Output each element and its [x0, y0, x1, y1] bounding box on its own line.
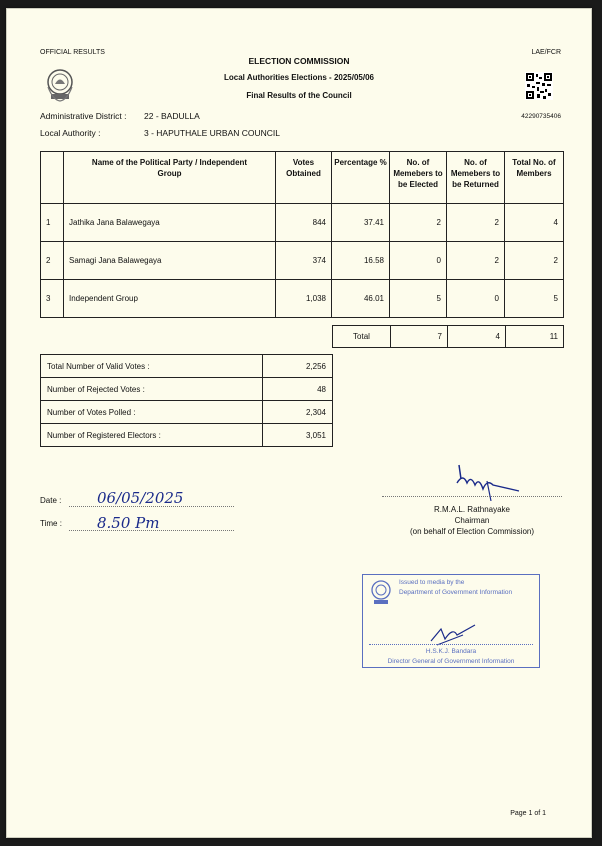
summary-row — [41, 355, 333, 378]
rejected-votes-label: Number of Rejected Votes : — [41, 378, 263, 401]
chairman-signature-icon — [447, 461, 527, 501]
row-votes: 844 — [276, 204, 332, 242]
issued-stamp — [362, 574, 540, 668]
header-no — [41, 152, 64, 204]
total-label: Total — [333, 326, 391, 348]
table-row — [41, 204, 564, 242]
final-results-title: Final Results of the Council — [246, 91, 352, 100]
barcode-number: 42290735406 — [521, 113, 561, 120]
page-number: Page 1 of 1 — [510, 810, 546, 817]
district-label: Administrative District : — [40, 111, 127, 121]
row-no: 3 — [41, 280, 64, 318]
registered-electors-label: Number of Registered Electors : — [41, 424, 263, 447]
election-title: Local Authorities Elections - 2025/05/06 — [224, 73, 374, 82]
date-label: Date : — [40, 496, 62, 505]
row-no: 1 — [41, 204, 64, 242]
summary-row — [41, 378, 333, 401]
row-elected: 0 — [390, 242, 447, 280]
chairman-name: R.M.A.L. Rathnayake — [433, 505, 511, 514]
registered-electors-value: 3,051 — [263, 424, 333, 447]
row-no: 2 — [41, 242, 64, 280]
time-label: Time : — [40, 519, 62, 528]
header-total: Total No. of Members — [505, 152, 564, 204]
rejected-votes-value: 48 — [263, 378, 333, 401]
summary-table — [40, 354, 333, 447]
row-party: Samagi Jana Balawegaya — [64, 242, 276, 280]
votes-polled-label: Number of Votes Polled : — [41, 401, 263, 424]
row-party: Jathika Jana Balawegaya — [64, 204, 276, 242]
signature-line — [382, 496, 562, 497]
official-results-label: OFFICIAL RESULTS — [40, 49, 105, 56]
table-header-row — [41, 152, 564, 204]
stamp-line — [369, 644, 533, 645]
header-returned: No. of Memebers to be Returned — [447, 152, 505, 204]
stamp-signature-icon — [423, 621, 483, 651]
valid-votes-value: 2,256 — [263, 355, 333, 378]
commission-title: ELECTION COMMISSION — [248, 56, 350, 66]
table-row — [41, 280, 564, 318]
results-table — [40, 151, 564, 318]
stamp-emblem-icon — [370, 579, 392, 607]
sri-lanka-emblem-icon — [45, 67, 75, 103]
row-party: Independent Group — [64, 280, 276, 318]
chairman-behalf: (on behalf of Election Commission) — [409, 527, 535, 536]
row-votes: 1,038 — [276, 280, 332, 318]
row-total: 4 — [505, 204, 564, 242]
date-handwritten: 06/05/2025 — [97, 489, 184, 507]
table-row — [41, 242, 564, 280]
row-percentage: 37.41 — [332, 204, 390, 242]
stamp-name: H.S.K.J. Bandara — [425, 648, 477, 655]
row-total: 2 — [505, 242, 564, 280]
row-returned: 0 — [447, 280, 505, 318]
row-percentage: 16.58 — [332, 242, 390, 280]
totals-table — [332, 325, 564, 348]
row-elected: 5 — [390, 280, 447, 318]
time-handwritten: 8.50 Pm — [97, 514, 160, 532]
header-percentage: Percentage % — [332, 152, 390, 204]
summary-row — [41, 401, 333, 424]
header-votes: Votes Obtained — [276, 152, 332, 204]
header-party: Name of the Political Party / Independent Group — [64, 152, 276, 204]
row-elected: 2 — [390, 204, 447, 242]
row-returned: 2 — [447, 204, 505, 242]
total-members: 11 — [506, 326, 564, 348]
stamp-line2: Department of Government Information — [399, 589, 513, 596]
authority-label: Local Authority : — [40, 128, 101, 138]
form-code: LAE/FCR — [531, 49, 561, 56]
results-document — [6, 8, 592, 838]
row-votes: 374 — [276, 242, 332, 280]
chairman-title: Chairman — [454, 516, 490, 525]
row-percentage: 46.01 — [332, 280, 390, 318]
total-returned: 4 — [448, 326, 506, 348]
row-total: 5 — [505, 280, 564, 318]
totals-row — [333, 326, 564, 348]
qr-code-icon — [525, 72, 553, 100]
district-value: 22 - BADULLA — [144, 111, 200, 121]
stamp-line1: Issued to media by the — [399, 579, 465, 586]
votes-polled-value: 2,304 — [263, 401, 333, 424]
header-elected: No. of Memebers to be Elected — [390, 152, 447, 204]
valid-votes-label: Total Number of Valid Votes : — [41, 355, 263, 378]
total-elected: 7 — [391, 326, 448, 348]
row-returned: 2 — [447, 242, 505, 280]
stamp-title: Director General of Government Information — [387, 658, 515, 665]
summary-row — [41, 424, 333, 447]
authority-value: 3 - HAPUTHALE URBAN COUNCIL — [144, 128, 281, 138]
